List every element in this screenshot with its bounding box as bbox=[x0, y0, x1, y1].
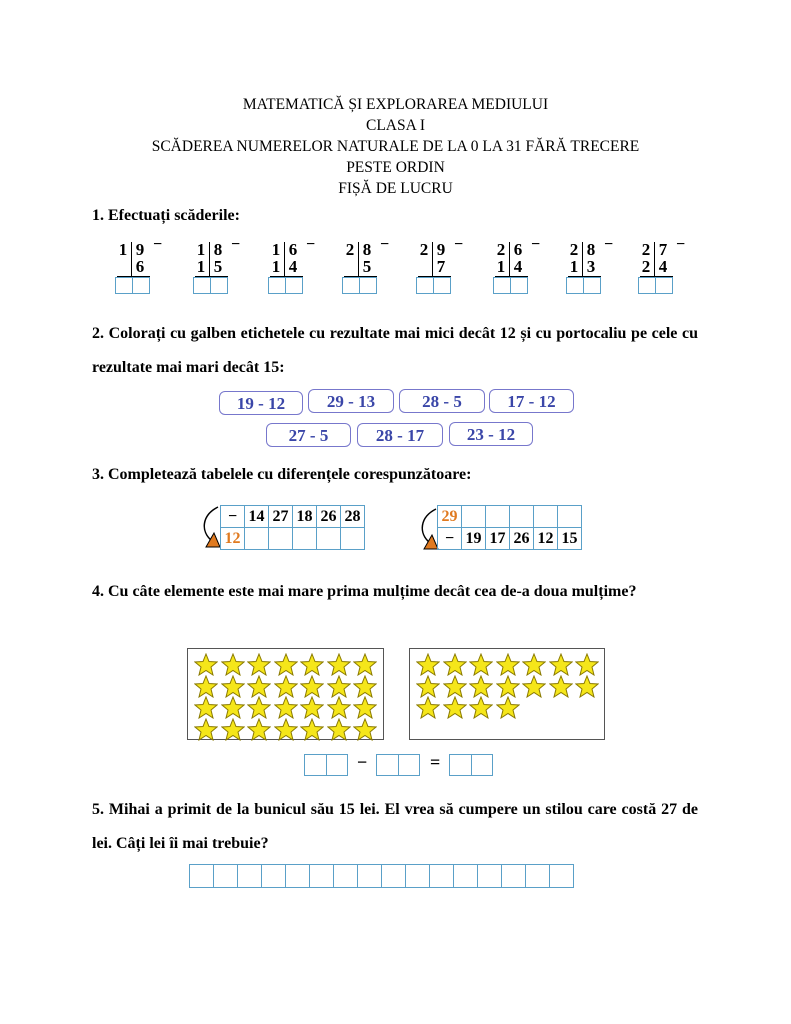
subtrahend-digit: 1 bbox=[196, 257, 206, 276]
title-line: CLASA I bbox=[366, 117, 425, 134]
minuend-digit: 9 bbox=[135, 240, 145, 259]
answer-strip-cell[interactable] bbox=[501, 864, 526, 888]
question-4-text: 4. Cu câte elemente este mai mare prima mulțime decât cea de-a doua mulțime? bbox=[92, 583, 637, 600]
star-icon bbox=[522, 653, 546, 676]
star-icon bbox=[416, 696, 440, 719]
star-icon bbox=[575, 675, 599, 698]
answer-strip-cell[interactable] bbox=[333, 864, 358, 888]
star-icon bbox=[469, 653, 493, 676]
operator-cell: − bbox=[438, 528, 462, 550]
subtrahend-digit: 5 bbox=[213, 257, 223, 276]
title-line: PESTE ORDIN bbox=[346, 159, 445, 176]
question-2-text: 2. Colorați cu galben etichetele cu rezultate mai mici decât 12 și cu portocaliu pe cele cu rezultate mai mari decât 15: bbox=[92, 325, 698, 376]
label-tag[interactable]: 27 - 5 bbox=[266, 423, 351, 447]
answer-cell[interactable] bbox=[293, 528, 317, 550]
subtrahend-digit: 1 bbox=[496, 257, 506, 276]
answer-cell[interactable] bbox=[317, 528, 341, 550]
answer-strip bbox=[190, 864, 574, 888]
minus-sign: − bbox=[531, 236, 541, 253]
answer-box[interactable] bbox=[638, 277, 673, 294]
equals-sign: = bbox=[430, 752, 441, 772]
answer-strip-cell[interactable] bbox=[525, 864, 550, 888]
value-cell: 18 bbox=[293, 506, 317, 528]
star-icon bbox=[300, 653, 324, 676]
star-icon bbox=[549, 675, 573, 698]
subtrahend-digit: 1 bbox=[569, 257, 579, 276]
value-cell: 17 bbox=[486, 528, 510, 550]
answer-box[interactable] bbox=[115, 277, 150, 294]
title-line: SCĂDEREA NUMERELOR NATURALE DE LA 0 LA 31 FĂRĂ TRECERE bbox=[151, 138, 640, 155]
difference-table-2 bbox=[437, 505, 582, 550]
star-icon bbox=[300, 718, 324, 741]
answer-box[interactable] bbox=[566, 277, 601, 294]
label-tag[interactable]: 29 - 13 bbox=[308, 389, 394, 413]
star-icon bbox=[353, 718, 377, 741]
star-icon bbox=[522, 675, 546, 698]
subtrahend-digit: 1 bbox=[271, 257, 281, 276]
value-cell: 27 bbox=[269, 506, 293, 528]
answer-strip-cell[interactable] bbox=[189, 864, 214, 888]
value-cell: 26 bbox=[317, 506, 341, 528]
star-icon bbox=[353, 696, 377, 719]
answer-strip-cell[interactable] bbox=[261, 864, 286, 888]
question-1-text: 1. Efectuați scăderile: bbox=[92, 207, 240, 224]
minuend-digit: 2 bbox=[419, 240, 429, 259]
star-icon bbox=[221, 718, 245, 741]
answer-strip-cell[interactable] bbox=[285, 864, 310, 888]
star-icon bbox=[300, 696, 324, 719]
star-icon bbox=[327, 675, 351, 698]
answer-cell[interactable] bbox=[269, 528, 293, 550]
minuend-digit: 1 bbox=[196, 240, 206, 259]
answer-box-set2[interactable] bbox=[376, 754, 420, 776]
minus-sign: − bbox=[153, 236, 163, 253]
difference-table-1 bbox=[220, 505, 365, 550]
minus-sign: − bbox=[676, 236, 686, 253]
star-set-2 bbox=[409, 648, 605, 740]
value-cell: 14 bbox=[245, 506, 269, 528]
star-icon bbox=[194, 653, 218, 676]
answer-strip-cell[interactable] bbox=[477, 864, 502, 888]
title-line: MATEMATICĂ ȘI EXPLORAREA MEDIULUI bbox=[242, 96, 549, 113]
star-icon bbox=[274, 653, 298, 676]
star-icon bbox=[443, 696, 467, 719]
question-5-text: 5. Mihai a primit de la bunicul său 15 lei. El vrea să cumpere un stilou care costă 27 de lei. Câți lei îi mai trebuie? bbox=[92, 801, 698, 852]
answer-cell[interactable] bbox=[510, 506, 534, 528]
subtraction-exercise bbox=[268, 236, 328, 296]
label-tag[interactable]: 23 - 12 bbox=[449, 422, 533, 446]
star-icon bbox=[496, 696, 520, 719]
answer-cell[interactable] bbox=[245, 528, 269, 550]
answer-strip-cell[interactable] bbox=[213, 864, 238, 888]
minuend-digit: 1 bbox=[271, 240, 281, 259]
answer-box-result[interactable] bbox=[449, 754, 493, 776]
minus-sign: − bbox=[306, 236, 316, 253]
answer-box[interactable] bbox=[193, 277, 228, 294]
star-icon bbox=[443, 653, 467, 676]
minus-sign: − bbox=[604, 236, 614, 253]
answer-strip-cell[interactable] bbox=[405, 864, 430, 888]
minuend-digit: 2 bbox=[641, 240, 651, 259]
question-4 bbox=[92, 575, 698, 609]
answer-strip-cell[interactable] bbox=[309, 864, 334, 888]
minuend-digit: 7 bbox=[658, 240, 668, 259]
column-divider bbox=[509, 242, 510, 276]
minuend-digit: 8 bbox=[586, 240, 596, 259]
subtraction-exercise bbox=[638, 236, 698, 296]
star-set-1 bbox=[187, 648, 384, 740]
answer-cell[interactable] bbox=[558, 506, 582, 528]
subtraction-exercise bbox=[342, 236, 402, 296]
minuend-digit: 8 bbox=[213, 240, 223, 259]
star-icon bbox=[353, 653, 377, 676]
answer-strip-cell[interactable] bbox=[429, 864, 454, 888]
column-divider bbox=[209, 242, 210, 276]
answer-strip-cell[interactable] bbox=[237, 864, 262, 888]
question-3-text: 3. Completează tabelele cu diferențele corespunzătoare: bbox=[92, 466, 472, 483]
star-icon bbox=[221, 696, 245, 719]
column-divider bbox=[582, 242, 583, 276]
column-divider bbox=[131, 242, 132, 276]
question-5 bbox=[92, 793, 698, 861]
value-cell: 19 bbox=[462, 528, 486, 550]
answer-strip-cell[interactable] bbox=[381, 864, 406, 888]
star-icon bbox=[353, 675, 377, 698]
star-icon bbox=[274, 675, 298, 698]
star-icon bbox=[247, 696, 271, 719]
answer-box[interactable] bbox=[416, 277, 451, 294]
answer-strip-cell[interactable] bbox=[453, 864, 478, 888]
label-tag[interactable]: 28 - 17 bbox=[357, 423, 443, 447]
star-icon bbox=[469, 696, 493, 719]
star-icon bbox=[247, 675, 271, 698]
star-icon bbox=[327, 718, 351, 741]
answer-cell[interactable] bbox=[462, 506, 486, 528]
star-icon bbox=[300, 675, 324, 698]
answer-box[interactable] bbox=[268, 277, 303, 294]
subtrahend-digit: 7 bbox=[436, 257, 446, 276]
minuend-digit: 9 bbox=[436, 240, 446, 259]
value-cell: 26 bbox=[510, 528, 534, 550]
subtrahend-digit: 2 bbox=[641, 257, 651, 276]
subtraction-exercise bbox=[416, 236, 476, 296]
star-icon bbox=[327, 653, 351, 676]
minus-sign: − bbox=[231, 236, 241, 253]
value-cell: 15 bbox=[558, 528, 582, 550]
column-divider bbox=[432, 242, 433, 276]
worksheet-title bbox=[0, 94, 791, 199]
star-icon bbox=[194, 718, 218, 741]
minus-sign: − bbox=[380, 236, 390, 253]
start-value-cell: 29 bbox=[438, 506, 462, 528]
star-icon bbox=[221, 675, 245, 698]
answer-box[interactable] bbox=[342, 277, 377, 294]
start-value-cell: 12 bbox=[221, 528, 245, 550]
question-1 bbox=[92, 199, 698, 233]
value-cell: 28 bbox=[341, 506, 365, 528]
subtrahend-digit: 6 bbox=[135, 257, 145, 276]
answer-cell[interactable] bbox=[341, 528, 365, 550]
star-icon bbox=[443, 675, 467, 698]
star-icon bbox=[496, 675, 520, 698]
answer-strip-cell[interactable] bbox=[357, 864, 382, 888]
minus-sign: − bbox=[454, 236, 464, 253]
question-3 bbox=[92, 458, 698, 492]
minuend-digit: 2 bbox=[569, 240, 579, 259]
star-icon bbox=[469, 675, 493, 698]
star-icon bbox=[416, 653, 440, 676]
column-divider bbox=[654, 242, 655, 276]
subtraction-exercise bbox=[115, 236, 175, 296]
label-tag[interactable]: 28 - 5 bbox=[399, 389, 485, 413]
star-icon bbox=[327, 696, 351, 719]
minuend-digit: 6 bbox=[288, 240, 298, 259]
star-icon bbox=[247, 718, 271, 741]
subtrahend-digit: 5 bbox=[362, 257, 372, 276]
subtrahend-digit: 4 bbox=[513, 257, 523, 276]
column-divider bbox=[358, 242, 359, 276]
answer-box[interactable] bbox=[493, 277, 528, 294]
star-icon bbox=[496, 653, 520, 676]
title-line: FIȘĂ DE LUCRU bbox=[338, 180, 453, 197]
value-cell: 12 bbox=[534, 528, 558, 550]
label-tag[interactable]: 19 - 12 bbox=[219, 391, 303, 415]
star-icon bbox=[194, 696, 218, 719]
star-icon bbox=[416, 675, 440, 698]
star-icon bbox=[575, 653, 599, 676]
star-icon bbox=[549, 653, 573, 676]
answer-box-set1[interactable] bbox=[304, 754, 348, 776]
answer-cell[interactable] bbox=[486, 506, 510, 528]
column-divider bbox=[284, 242, 285, 276]
subtraction-exercise bbox=[493, 236, 553, 296]
question-2 bbox=[92, 317, 698, 385]
minuend-digit: 1 bbox=[118, 240, 128, 259]
answer-strip-cell[interactable] bbox=[549, 864, 574, 888]
star-icon bbox=[274, 718, 298, 741]
minuend-digit: 2 bbox=[345, 240, 355, 259]
minus-sign: − bbox=[357, 752, 368, 772]
answer-cell[interactable] bbox=[534, 506, 558, 528]
subtrahend-digit: 4 bbox=[658, 257, 668, 276]
subtrahend-digit: 3 bbox=[586, 257, 596, 276]
minuend-digit: 8 bbox=[362, 240, 372, 259]
operator-cell: − bbox=[221, 506, 245, 528]
label-tag[interactable]: 17 - 12 bbox=[489, 389, 574, 413]
star-icon bbox=[274, 696, 298, 719]
star-icon bbox=[247, 653, 271, 676]
star-icon bbox=[221, 653, 245, 676]
minuend-digit: 6 bbox=[513, 240, 523, 259]
star-icon bbox=[194, 675, 218, 698]
minuend-digit: 2 bbox=[496, 240, 506, 259]
subtrahend-digit: 4 bbox=[288, 257, 298, 276]
subtraction-exercise bbox=[193, 236, 253, 296]
subtraction-exercise bbox=[566, 236, 626, 296]
